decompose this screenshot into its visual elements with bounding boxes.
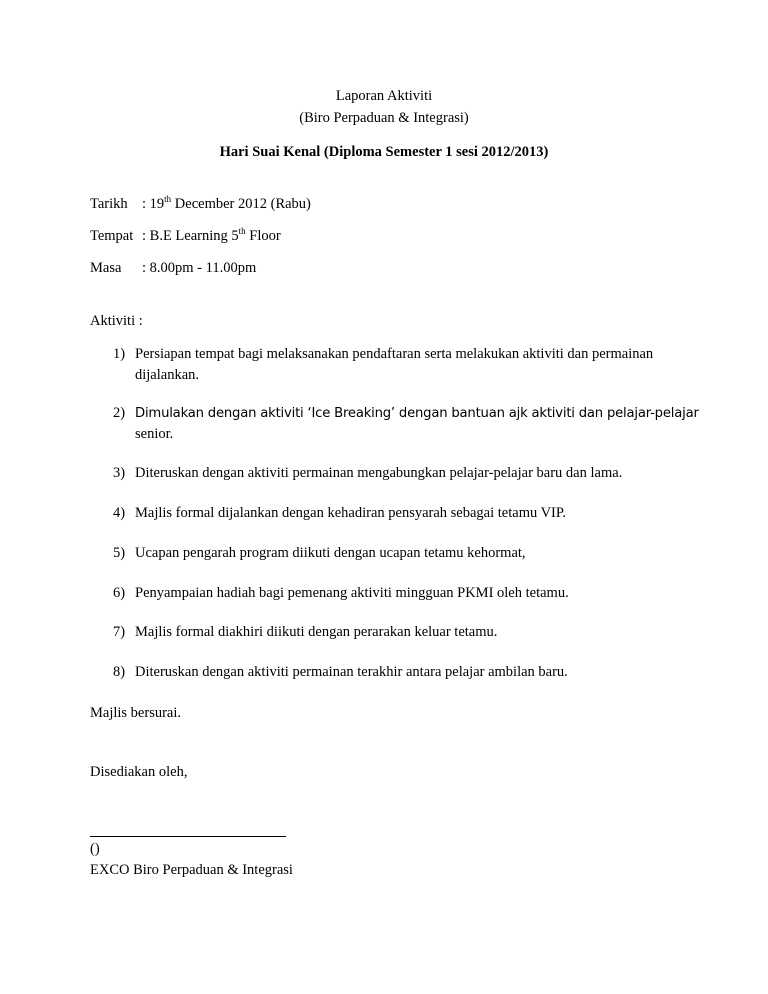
list-item-text-wrap (135, 403, 720, 445)
info-tempat (90, 228, 281, 245)
list-item-text: Ucapan pengarah program diikuti dengan ucapan tetamu kehormat, (135, 545, 526, 561)
tempat-value-suffix: Floor (245, 228, 281, 244)
list-item-text: Dimulakan dengan aktiviti ‘Ice Breaking’ dengan bantuan ajk aktiviti dan pelajar-pelajar (135, 406, 699, 421)
list-item-text-wrap (135, 344, 720, 386)
tarikh-value-suffix: December 2012 (Rabu) (171, 196, 311, 212)
signatory-name: () (90, 841, 100, 857)
info-tarikh (90, 196, 311, 213)
tarikh-value-prefix: : 19 (142, 196, 165, 212)
list-item-text: Majlis formal diakhiri diikuti dengan perarakan keluar tetamu. (135, 624, 498, 640)
list-item-text: Majlis formal dijalankan dengan kehadiran pensyarah sebagai tetamu VIP. (135, 505, 566, 521)
closing-text: Majlis bersurai. (90, 705, 182, 721)
list-item-number: 5) (113, 545, 126, 561)
list-item-number: 4) (113, 505, 126, 521)
tempat-value-prefix: : B.E Learning 5 (142, 228, 239, 244)
activities-heading: Aktiviti : (90, 313, 143, 329)
tarikh-ordinal: th (164, 194, 172, 205)
list-item-text-continued: dijalankan. (135, 367, 200, 383)
list-item-text-continued: senior. (135, 426, 174, 442)
list-item-text: Diteruskan dengan aktiviti permainan terakhir antara pelajar ambilan baru. (135, 664, 568, 680)
list-item-number: 1) (113, 346, 126, 362)
list-item-number: 2) (113, 405, 126, 421)
tarikh-label: Tarikh (90, 196, 128, 212)
info-masa (90, 260, 256, 277)
prepared-by-label: Disediakan oleh, (90, 764, 188, 780)
tempat-ordinal: th (238, 226, 246, 237)
signature-line (90, 836, 286, 837)
report-title: Laporan Aktiviti (335, 88, 433, 104)
list-item-number: 7) (113, 624, 126, 640)
list-item-text: Persiapan tempat bagi melaksanakan pendaftaran serta melakukan aktiviti dan permainan (135, 346, 654, 362)
event-title: Hari Suai Kenal (Diploma Semester 1 sesi 2012/2013) (219, 144, 549, 160)
list-item-number: 8) (113, 664, 126, 680)
list-item-text: Diteruskan dengan aktiviti permainan mengabungkan pelajar-pelajar baru dan lama. (135, 465, 623, 481)
signatory-position: EXCO Biro Perpaduan & Integrasi (90, 862, 293, 878)
report-subtitle: (Biro Perpaduan & Integrasi) (299, 110, 469, 126)
list-item-text: Penyampaian hadiah bagi pemenang aktiviti mingguan PKMI oleh tetamu. (135, 585, 569, 601)
masa-label: Masa (90, 260, 122, 276)
list-item-number: 6) (113, 585, 126, 601)
tempat-label: Tempat (90, 228, 134, 244)
masa-value: : 8.00pm - 11.00pm (142, 260, 257, 276)
list-item-number: 3) (113, 465, 126, 481)
